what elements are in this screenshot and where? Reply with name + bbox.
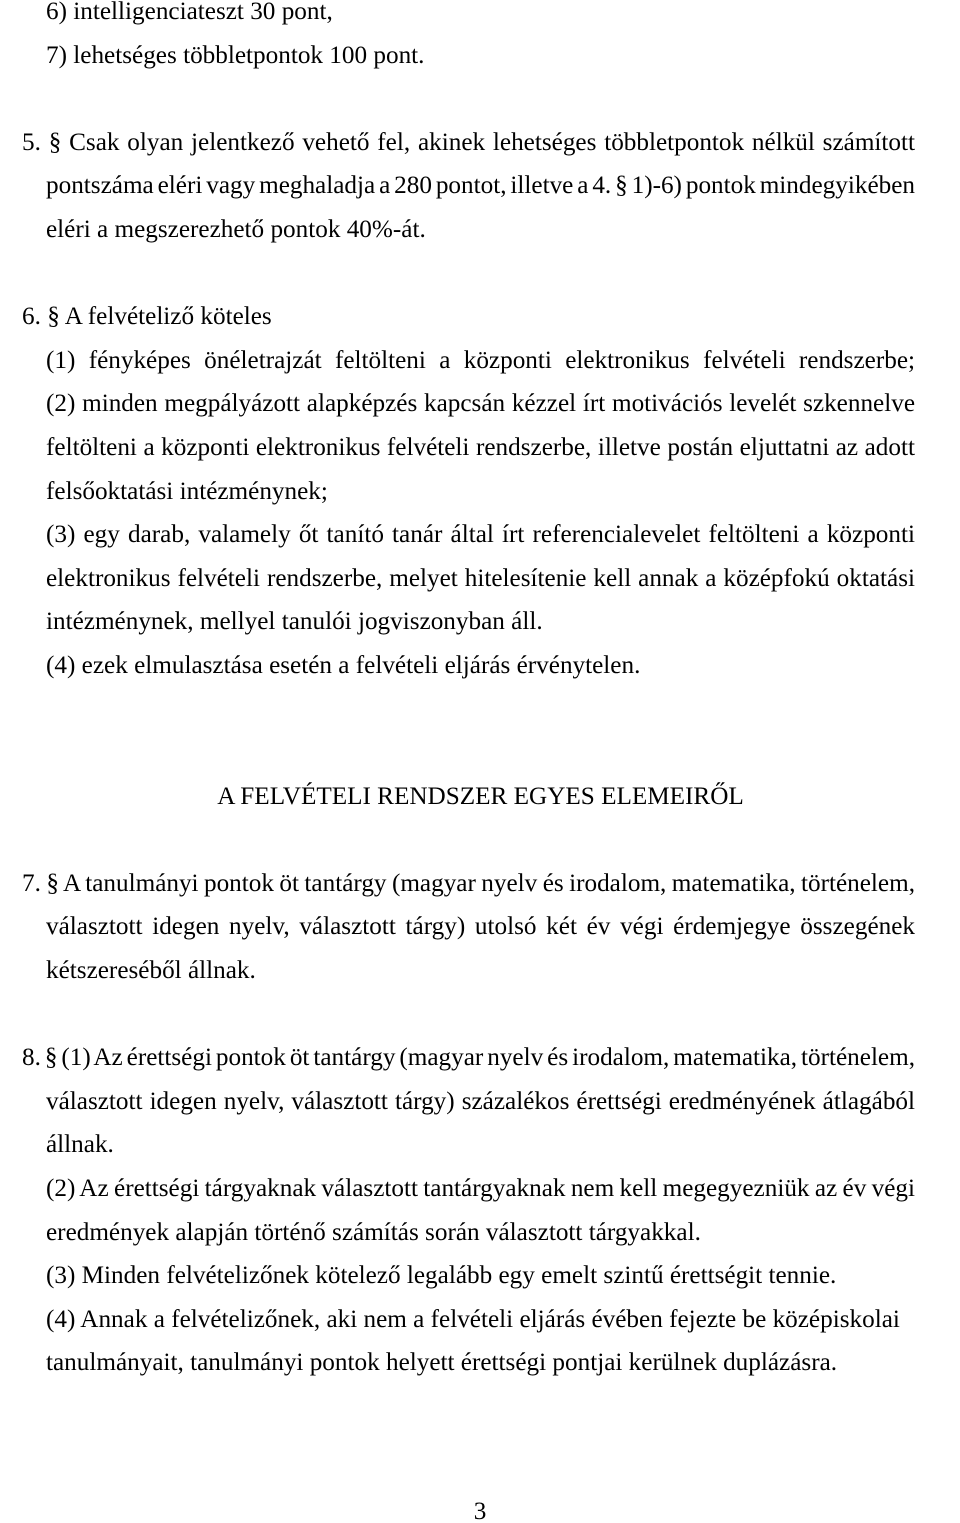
section-line: (1) fényképes önéletrajzát feltölteni a központi elektronikus felvételi rendszerbe;: [46, 346, 915, 374]
section-line: eléri a megszerezhető pontok 40%-át.: [46, 215, 426, 243]
section-first-line: [22, 1036, 915, 1080]
section-line: állnak.: [46, 1131, 114, 1159]
section-line: pontszáma eléri vagy meghaladja a 280 pontot, illetve a 4. § 1)-6) pontok mindegyikében: [46, 172, 915, 200]
section-6: [22, 295, 915, 687]
blank-line: [46, 77, 915, 121]
section-line: feltölteni a központi elektronikus felvételi rendszerbe, illetve postán eljuttatni az adott: [46, 433, 915, 461]
section-line: elektronikus felvételi rendszerbe, melyet hitelesítenie kell annak a középfokú oktatási: [46, 564, 915, 592]
section-line: választott idegen nyelv, választott tárgy) utolsó két év végi érdemjegye összegének: [46, 913, 915, 941]
blank-line: [46, 818, 915, 862]
section-number: 5.: [22, 128, 41, 156]
section-8: [22, 1036, 916, 1385]
section-sign: §: [48, 128, 62, 156]
section-line: (2) Az érettségi tárgyaknak választott tantárgyaknak nem kell megegyezniük az év végi: [46, 1175, 915, 1203]
section-7: [22, 862, 915, 993]
section-5: [22, 121, 916, 252]
section-text: A tanulmányi pontok öt tantárgy (magyar nyelv és irodalom, matematika, történelem,: [63, 869, 915, 897]
section-number: 8.: [22, 1044, 41, 1072]
section-line: kétszereséből állnak.: [46, 957, 256, 985]
blank-line: [46, 731, 915, 775]
list-item: 7) lehetséges többletpontok 100 pont.: [46, 41, 425, 69]
section-sign: §: [44, 1044, 58, 1072]
section-line: választott idegen nyelv, választott tárgy) százalékos érettségi eredményének átlagából: [46, 1087, 915, 1115]
blank-line: [46, 688, 915, 732]
section-line: intézménynek, mellyel tanulói jogviszonyban áll.: [46, 608, 543, 636]
section-text: (1) Az érettségi pontok öt tantárgy (magyar nyelv és irodalom, matematika, történelem,: [61, 1044, 916, 1072]
section-text: A felvételiző köteles: [64, 303, 272, 331]
section-line: tanulmányait, tanulmányi pontok helyett érettségi pontjai kerülnek duplázásra.: [46, 1349, 838, 1377]
list-item: 6) intelligenciateszt 30 pont,: [46, 0, 333, 25]
section-number: 6.: [22, 303, 41, 331]
blank-line: [46, 252, 915, 296]
section-first-line: [22, 295, 915, 339]
document-body: [22, 0, 916, 1385]
section-line: (4) ezek elmulasztása esetén a felvételi eljárás érvénytelen.: [46, 651, 641, 679]
section-text: Csak olyan jelentkező vehető fel, akinek lehetséges többletpontok nélkül számított: [69, 128, 916, 156]
page-number: 3: [473, 1498, 487, 1523]
section-first-line: [22, 121, 915, 165]
chapter-heading: A FELVÉTELI RENDSZER EGYES ELEMEIRŐL: [217, 782, 744, 810]
section-line: (2) minden megpályázott alapképzés kapcsán kézzel írt motivációs levelét szkennelve: [46, 390, 915, 418]
section-line: (3) egy darab, valamely őt tanító tanár által írt referencialevelet feltölteni a központi: [46, 521, 915, 549]
blank-line: [46, 993, 915, 1037]
section-sign: §: [46, 869, 59, 897]
section-line: (4) Annak a felvételizőnek, aki nem a felvételi eljárás évében fejezte be középiskolai: [46, 1305, 900, 1333]
section-sign: §: [47, 303, 60, 331]
section-first-line: [22, 862, 915, 906]
section-number: 7.: [22, 869, 41, 897]
section-line: eredmények alapján történő számítás során választott tárgyakkal.: [46, 1218, 701, 1246]
section-line: (3) Minden felvételizőnek kötelező legalább egy emelt szintű érettségit tennie.: [46, 1262, 837, 1290]
section-line: felsőoktatási intézménynek;: [46, 477, 328, 505]
